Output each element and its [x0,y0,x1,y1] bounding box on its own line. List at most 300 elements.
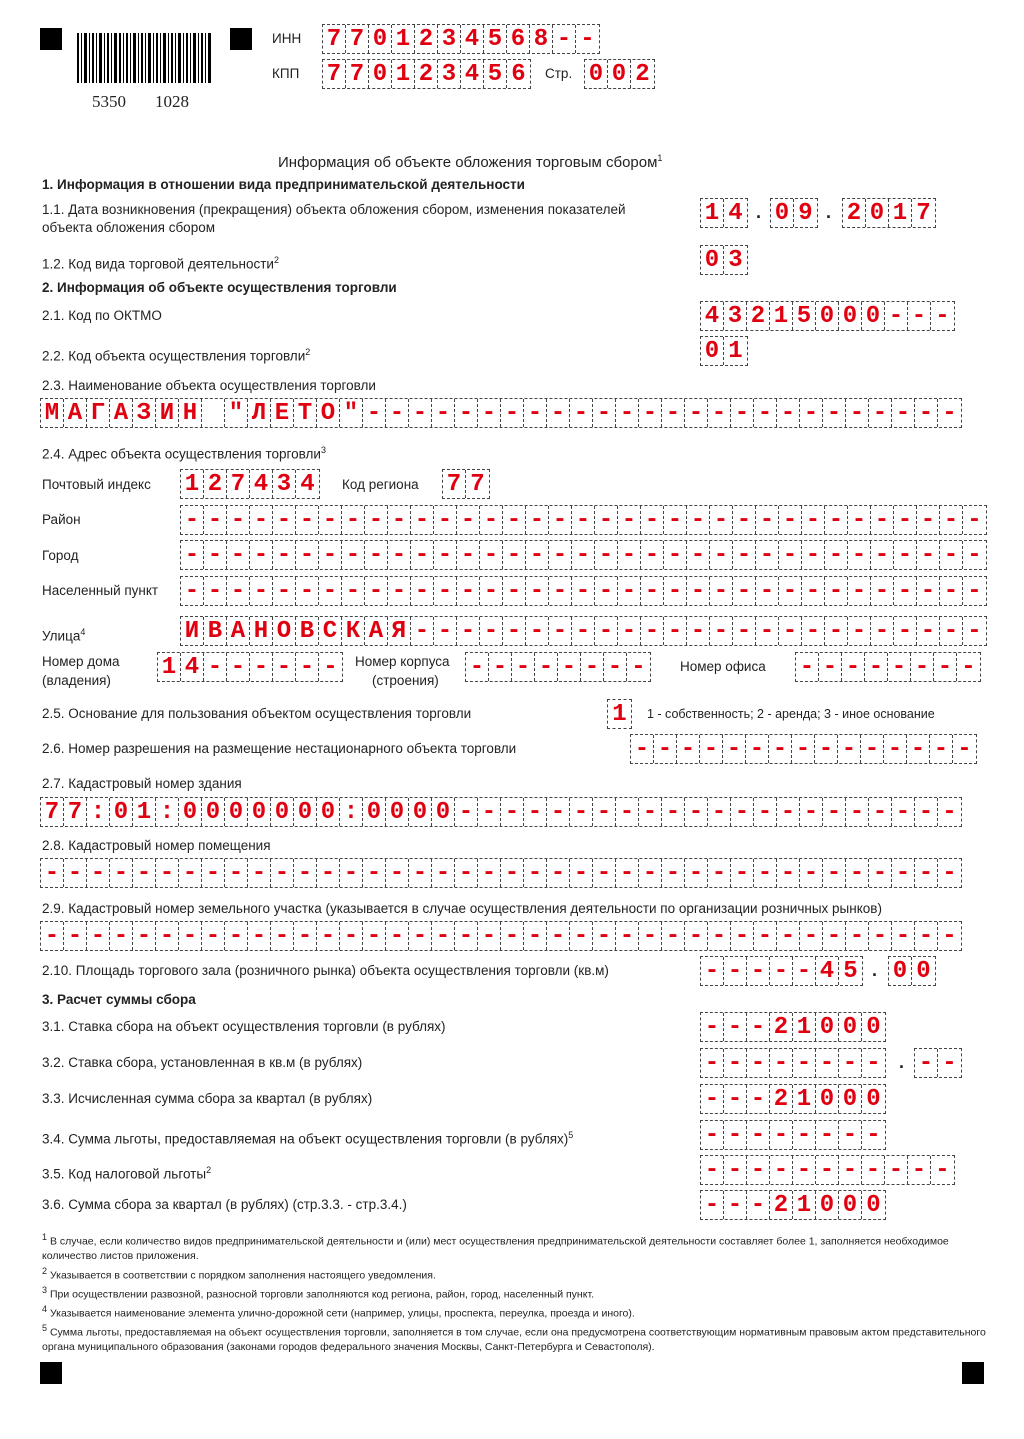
char-cell: 0 [889,957,912,985]
char-cell: О [273,617,296,645]
char-cell: - [317,922,340,950]
char-cell: - [747,1049,770,1077]
char-cell: - [869,922,892,950]
char-cell: - [685,922,708,950]
char-cell: - [202,922,225,950]
char-cell: 1 [793,1085,816,1113]
char-cell: 5 [484,25,507,53]
char-cell: - [227,541,250,569]
char-cell: 5 [484,60,507,88]
char-cell: - [731,798,754,826]
char-cell: С [319,617,342,645]
char-cell: 0 [816,302,839,330]
char-cell: - [664,617,687,645]
char-cell: - [724,1191,747,1219]
char-cell: - [687,577,710,605]
char-cell: - [957,735,972,763]
office-field[interactable] [795,652,981,682]
char-cell: - [733,506,756,534]
f36-field[interactable] [700,1190,886,1220]
char-cell: - [248,859,271,887]
char-cell: - [687,617,710,645]
char-cell: - [133,859,156,887]
char-cell: - [271,859,294,887]
char-cell: А [365,617,388,645]
f32-dec-field[interactable] [914,1048,962,1078]
char-cell: 7 [64,798,87,826]
char-cell: 5 [843,957,858,985]
street-field[interactable] [180,616,987,646]
f11-day-field[interactable] [700,198,748,228]
f32-int-field[interactable] [700,1048,886,1078]
char-cell: 4 [250,470,273,498]
char-cell: - [839,1049,862,1077]
char-cell: - [296,653,319,681]
char-cell: - [273,653,296,681]
char-cell: - [572,506,595,534]
char-cell: 6 [511,60,526,88]
f28-label: 2.8. Кадастровый номер помещения [42,838,271,853]
char-cell: - [777,859,800,887]
char-cell: 5 [793,302,816,330]
char-cell: - [777,798,800,826]
char-cell: - [409,859,432,887]
char-cell: А [110,399,133,427]
f22-field[interactable] [700,336,748,366]
f29-field[interactable] [40,921,962,951]
char-cell: - [526,577,549,605]
char-cell: - [87,922,110,950]
char-cell: - [777,399,800,427]
char-cell: - [825,577,848,605]
char-cell: - [792,735,815,763]
char-cell: - [894,577,917,605]
char-cell: - [888,653,911,681]
char-cell: - [796,653,819,681]
char-cell: : [340,798,363,826]
char-cell: - [816,1121,839,1149]
char-cell: - [227,577,250,605]
char-cell: - [731,859,754,887]
char-cell: - [639,798,662,826]
char-cell: - [133,922,156,950]
char-cell: - [685,859,708,887]
f32-label: 3.2. Ставка сбора, установленная в кв.м (в рублях) [42,1055,363,1070]
char-cell: - [572,617,595,645]
f12-field[interactable] [700,245,748,275]
char-cell: 1 [133,798,156,826]
char-cell: - [616,798,639,826]
f27-field[interactable] [40,797,962,827]
char-cell: - [825,617,848,645]
char-cell: - [779,541,802,569]
page-number-field[interactable] [584,59,655,89]
char-cell: - [526,506,549,534]
char-cell: - [581,653,604,681]
char-cell: - [250,653,273,681]
char-cell: - [363,859,386,887]
char-cell: - [942,922,957,950]
section3-heading: 3. Расчет суммы сбора [42,992,196,1007]
f26-field[interactable] [630,734,977,764]
char-cell: 7 [443,470,466,498]
char-cell: 0 [816,1013,839,1041]
house-label-line1: Номер дома [42,654,120,669]
char-cell: - [723,735,746,763]
char-cell: - [747,1191,770,1219]
footnote-5: 5 Сумма льготы, предоставляемая на объект осуществления торговли, заполняется в том случае, если она предусмотрена соответствующим нормативным правовым актом представительного органа муниципального образования (законами городов федерального значения Москвы, Санкт-Петербурга и Севастополя). [42,1322,986,1353]
char-cell: И [156,399,179,427]
char-cell: - [524,798,547,826]
char-cell: - [202,859,225,887]
char-cell: 4 [461,60,484,88]
char-cell: - [839,1156,862,1184]
f210-dec-field[interactable] [888,956,936,986]
char-cell: - [225,922,248,950]
char-cell: - [179,922,202,950]
char-cell: А [64,399,87,427]
char-cell: - [572,577,595,605]
char-cell: - [639,399,662,427]
char-cell: 0 [271,798,294,826]
char-cell: - [871,506,894,534]
char-cell: - [503,506,526,534]
f23-field[interactable] [40,398,962,428]
char-cell: - [570,859,593,887]
f21-field[interactable] [700,301,955,331]
char-cell: - [802,506,825,534]
char-cell: 9 [798,199,813,227]
char-cell: - [639,859,662,887]
char-cell: - [248,922,271,950]
city-field[interactable] [180,540,987,570]
char-cell: 0 [608,60,631,88]
char-cell: - [915,399,938,427]
char-cell: - [779,506,802,534]
char-cell: - [915,859,938,887]
char-cell: - [365,506,388,534]
char-cell: А [227,617,250,645]
locality-field[interactable] [180,576,987,606]
char-cell: - [296,541,319,569]
char-cell: - [181,506,204,534]
f210-label: 2.10. Площадь торгового зала (розничного рынка) объекта осуществления торговли (кв.м) [42,963,609,978]
char-cell: - [869,399,892,427]
char-cell: 0 [294,798,317,826]
char-cell: - [478,798,501,826]
char-cell: 0 [317,798,340,826]
char-cell: - [593,922,616,950]
char-cell: 3 [438,60,461,88]
char-cell: 7 [346,60,369,88]
form-title: Информация об объекте обложения торговым сбором$^1$ [278,153,663,171]
char-cell: - [793,957,816,985]
char-cell: 2 [747,302,770,330]
char-cell: - [503,577,526,605]
char-cell: - [526,541,549,569]
char-cell: 0 [179,798,202,826]
f28-field[interactable] [40,858,962,888]
char-cell: - [204,541,227,569]
char-cell: - [570,922,593,950]
building-label-line1: Номер корпуса [355,654,450,669]
char-cell: - [340,859,363,887]
char-cell: 0 [866,1085,881,1113]
char-cell: - [618,577,641,605]
district-label: Район [42,512,81,527]
char-cell: - [662,859,685,887]
char-cell: - [815,735,838,763]
char-cell: - [940,506,963,534]
f25-field[interactable] [607,699,632,729]
char-cell: - [747,1013,770,1041]
char-cell: - [434,577,457,605]
char-cell: 7 [346,25,369,53]
char-cell: - [580,25,595,53]
f11-month-field[interactable] [770,198,818,228]
char-cell: 3 [724,302,747,330]
char-cell: - [639,922,662,950]
char-cell: 4 [300,470,315,498]
f34-field[interactable] [700,1120,886,1150]
kpp-field[interactable] [322,59,531,89]
f33-label: 3.3. Исчисленная сумма сбора за квартал (в рублях) [42,1091,373,1106]
char-cell: 0 [225,798,248,826]
char-cell: - [156,859,179,887]
char-cell: - [710,541,733,569]
char-cell: - [802,541,825,569]
char-cell: - [802,577,825,605]
char-cell: Л [248,399,271,427]
char-cell: 1 [158,653,181,681]
char-cell: - [641,617,664,645]
char-cell: - [618,541,641,569]
char-cell: - [466,653,489,681]
char-cell: - [524,859,547,887]
char-cell: - [770,1121,793,1149]
char-cell: 2 [415,25,438,53]
char-cell: - [915,798,938,826]
char-cell: - [779,577,802,605]
char-cell: - [823,859,846,887]
char-cell: - [386,922,409,950]
char-cell: - [489,653,512,681]
char-cell: В [296,617,319,645]
char-cell: 4 [181,653,204,681]
char-cell: - [319,577,342,605]
char-cell: - [724,957,747,985]
char-cell: 0 [369,60,392,88]
char-cell: 3 [728,246,743,274]
char-cell: 1 [793,1191,816,1219]
char-cell: - [733,541,756,569]
char-cell: - [631,735,654,763]
date-separator: . [826,202,832,222]
f210-int-field[interactable] [700,956,863,986]
char-cell: - [363,922,386,950]
char-cell: - [654,735,677,763]
char-cell: - [156,922,179,950]
char-cell: - [411,506,434,534]
district-field[interactable] [180,505,987,535]
char-cell: - [793,1121,816,1149]
char-cell: 2 [770,1191,793,1219]
char-cell: 1 [889,199,912,227]
char-cell: - [848,506,871,534]
char-cell: - [662,922,685,950]
building-label-line2: (строения) [372,673,439,688]
char-cell: - [457,577,480,605]
f11-year-field[interactable] [842,198,936,228]
char-cell: - [547,859,570,887]
char-cell: - [662,399,685,427]
char-cell: - [319,541,342,569]
char-cell: 1 [770,302,793,330]
char-cell: - [961,653,976,681]
barcode-number-right: 1028 [155,92,189,111]
char-cell: 2 [843,199,866,227]
char-cell: - [501,922,524,950]
char-cell: - [317,859,340,887]
char-cell: - [340,922,363,950]
char-cell: - [754,798,777,826]
char-cell: - [869,859,892,887]
char-cell: - [549,577,572,605]
char-cell: - [871,541,894,569]
char-cell: Н [250,617,273,645]
char-cell: 3 [438,25,461,53]
char-cell: - [710,617,733,645]
char-cell: - [967,577,982,605]
char-cell: - [478,399,501,427]
char-cell: - [553,25,576,53]
date-separator: . [756,202,762,222]
char-cell: - [662,798,685,826]
char-cell: - [434,617,457,645]
char-cell: 7 [916,199,931,227]
f23-label: 2.3. Наименование объекта осуществления торговли [42,378,376,393]
char-cell: 1 [701,199,724,227]
char-cell: - [271,922,294,950]
char-cell: В [204,617,227,645]
char-cell: - [342,577,365,605]
char-cell: - [871,617,894,645]
region-label: Код региона [342,477,419,492]
f22-label: 2.2. Код объекта осуществления торговли$^2$ [42,347,311,364]
char-cell: - [41,922,64,950]
f35-field[interactable] [700,1155,955,1185]
f31-field[interactable] [700,1012,886,1042]
char-cell: 0 [432,798,455,826]
region-field[interactable] [442,469,490,499]
f27-label: 2.7. Кадастровый номер здания [42,776,242,791]
building-field[interactable] [465,652,651,682]
footnote-1: 1 В случае, если количество видов предпринимательской деятельности и (или) мест осуществления предпринимательской деятельности составляет более 1, заполняется необходимое количество листов приложения. [42,1232,949,1262]
char-cell: - [480,541,503,569]
char-cell: - [940,577,963,605]
char-cell: - [934,653,957,681]
postal-field[interactable] [180,469,320,499]
f35-label: 3.5. Код налоговой льготы$^2$ [42,1165,212,1182]
char-cell: - [770,1049,793,1077]
char-cell: - [848,577,871,605]
char-cell: - [823,399,846,427]
char-cell: - [641,541,664,569]
char-cell: - [685,399,708,427]
char-cell: - [547,798,570,826]
char-cell: 7 [41,798,64,826]
char-cell: - [641,506,664,534]
corner-marker-top-left [40,28,62,50]
corner-marker-bottom-right [962,1362,984,1384]
house-field[interactable] [157,652,343,682]
char-cell: 2 [204,470,227,498]
char-cell: - [526,617,549,645]
char-cell: - [411,541,434,569]
char-cell: - [296,577,319,605]
char-cell: - [885,1156,908,1184]
char-cell: - [664,541,687,569]
char-cell: - [388,541,411,569]
char-cell: - [917,577,940,605]
page-label: Стр. [545,66,573,81]
char-cell: - [935,1156,950,1184]
char-cell: - [770,957,793,985]
char-cell: - [457,541,480,569]
char-cell: - [478,922,501,950]
kpp-label: КПП [272,66,300,81]
char-cell: - [478,859,501,887]
corner-marker-top-right [230,28,252,50]
char-cell: 7 [470,470,485,498]
char-cell: - [687,541,710,569]
char-cell: - [731,399,754,427]
char-cell: К [342,617,365,645]
char-cell: - [967,541,982,569]
char-cell: 0 [839,1085,862,1113]
corner-marker-bottom-left [40,1362,62,1384]
char-cell: Я [388,617,411,645]
char-cell: Т [294,399,317,427]
char-cell: - [733,577,756,605]
char-cell [202,399,225,427]
char-cell: - [892,859,915,887]
char-cell: - [724,1049,747,1077]
char-cell: - [323,653,338,681]
char-cell: - [907,735,930,763]
char-cell: - [250,506,273,534]
char-cell: З [133,399,156,427]
char-cell: - [700,735,723,763]
char-cell: - [724,1156,747,1184]
char-cell: - [294,859,317,887]
decimal-separator: . [899,1052,905,1072]
f26-label: 2.6. Номер разрешения на размещение нестационарного объекта торговли [42,741,517,756]
char-cell: 0 [363,798,386,826]
f34-label: 3.4. Сумма льготы, предоставляемая на объект осуществления торговли (в рублях)$^5$ [42,1130,574,1147]
char-cell: - [64,859,87,887]
char-cell: - [917,506,940,534]
char-cell: 0 [916,957,931,985]
char-cell: - [110,859,133,887]
char-cell: - [411,617,434,645]
f24-label: 2.4. Адрес объекта осуществления торговли$^3$ [42,445,326,462]
f33-field[interactable] [700,1084,886,1114]
char-cell: - [570,399,593,427]
char-cell: - [204,577,227,605]
inn-field[interactable] [322,24,600,54]
char-cell: - [457,506,480,534]
